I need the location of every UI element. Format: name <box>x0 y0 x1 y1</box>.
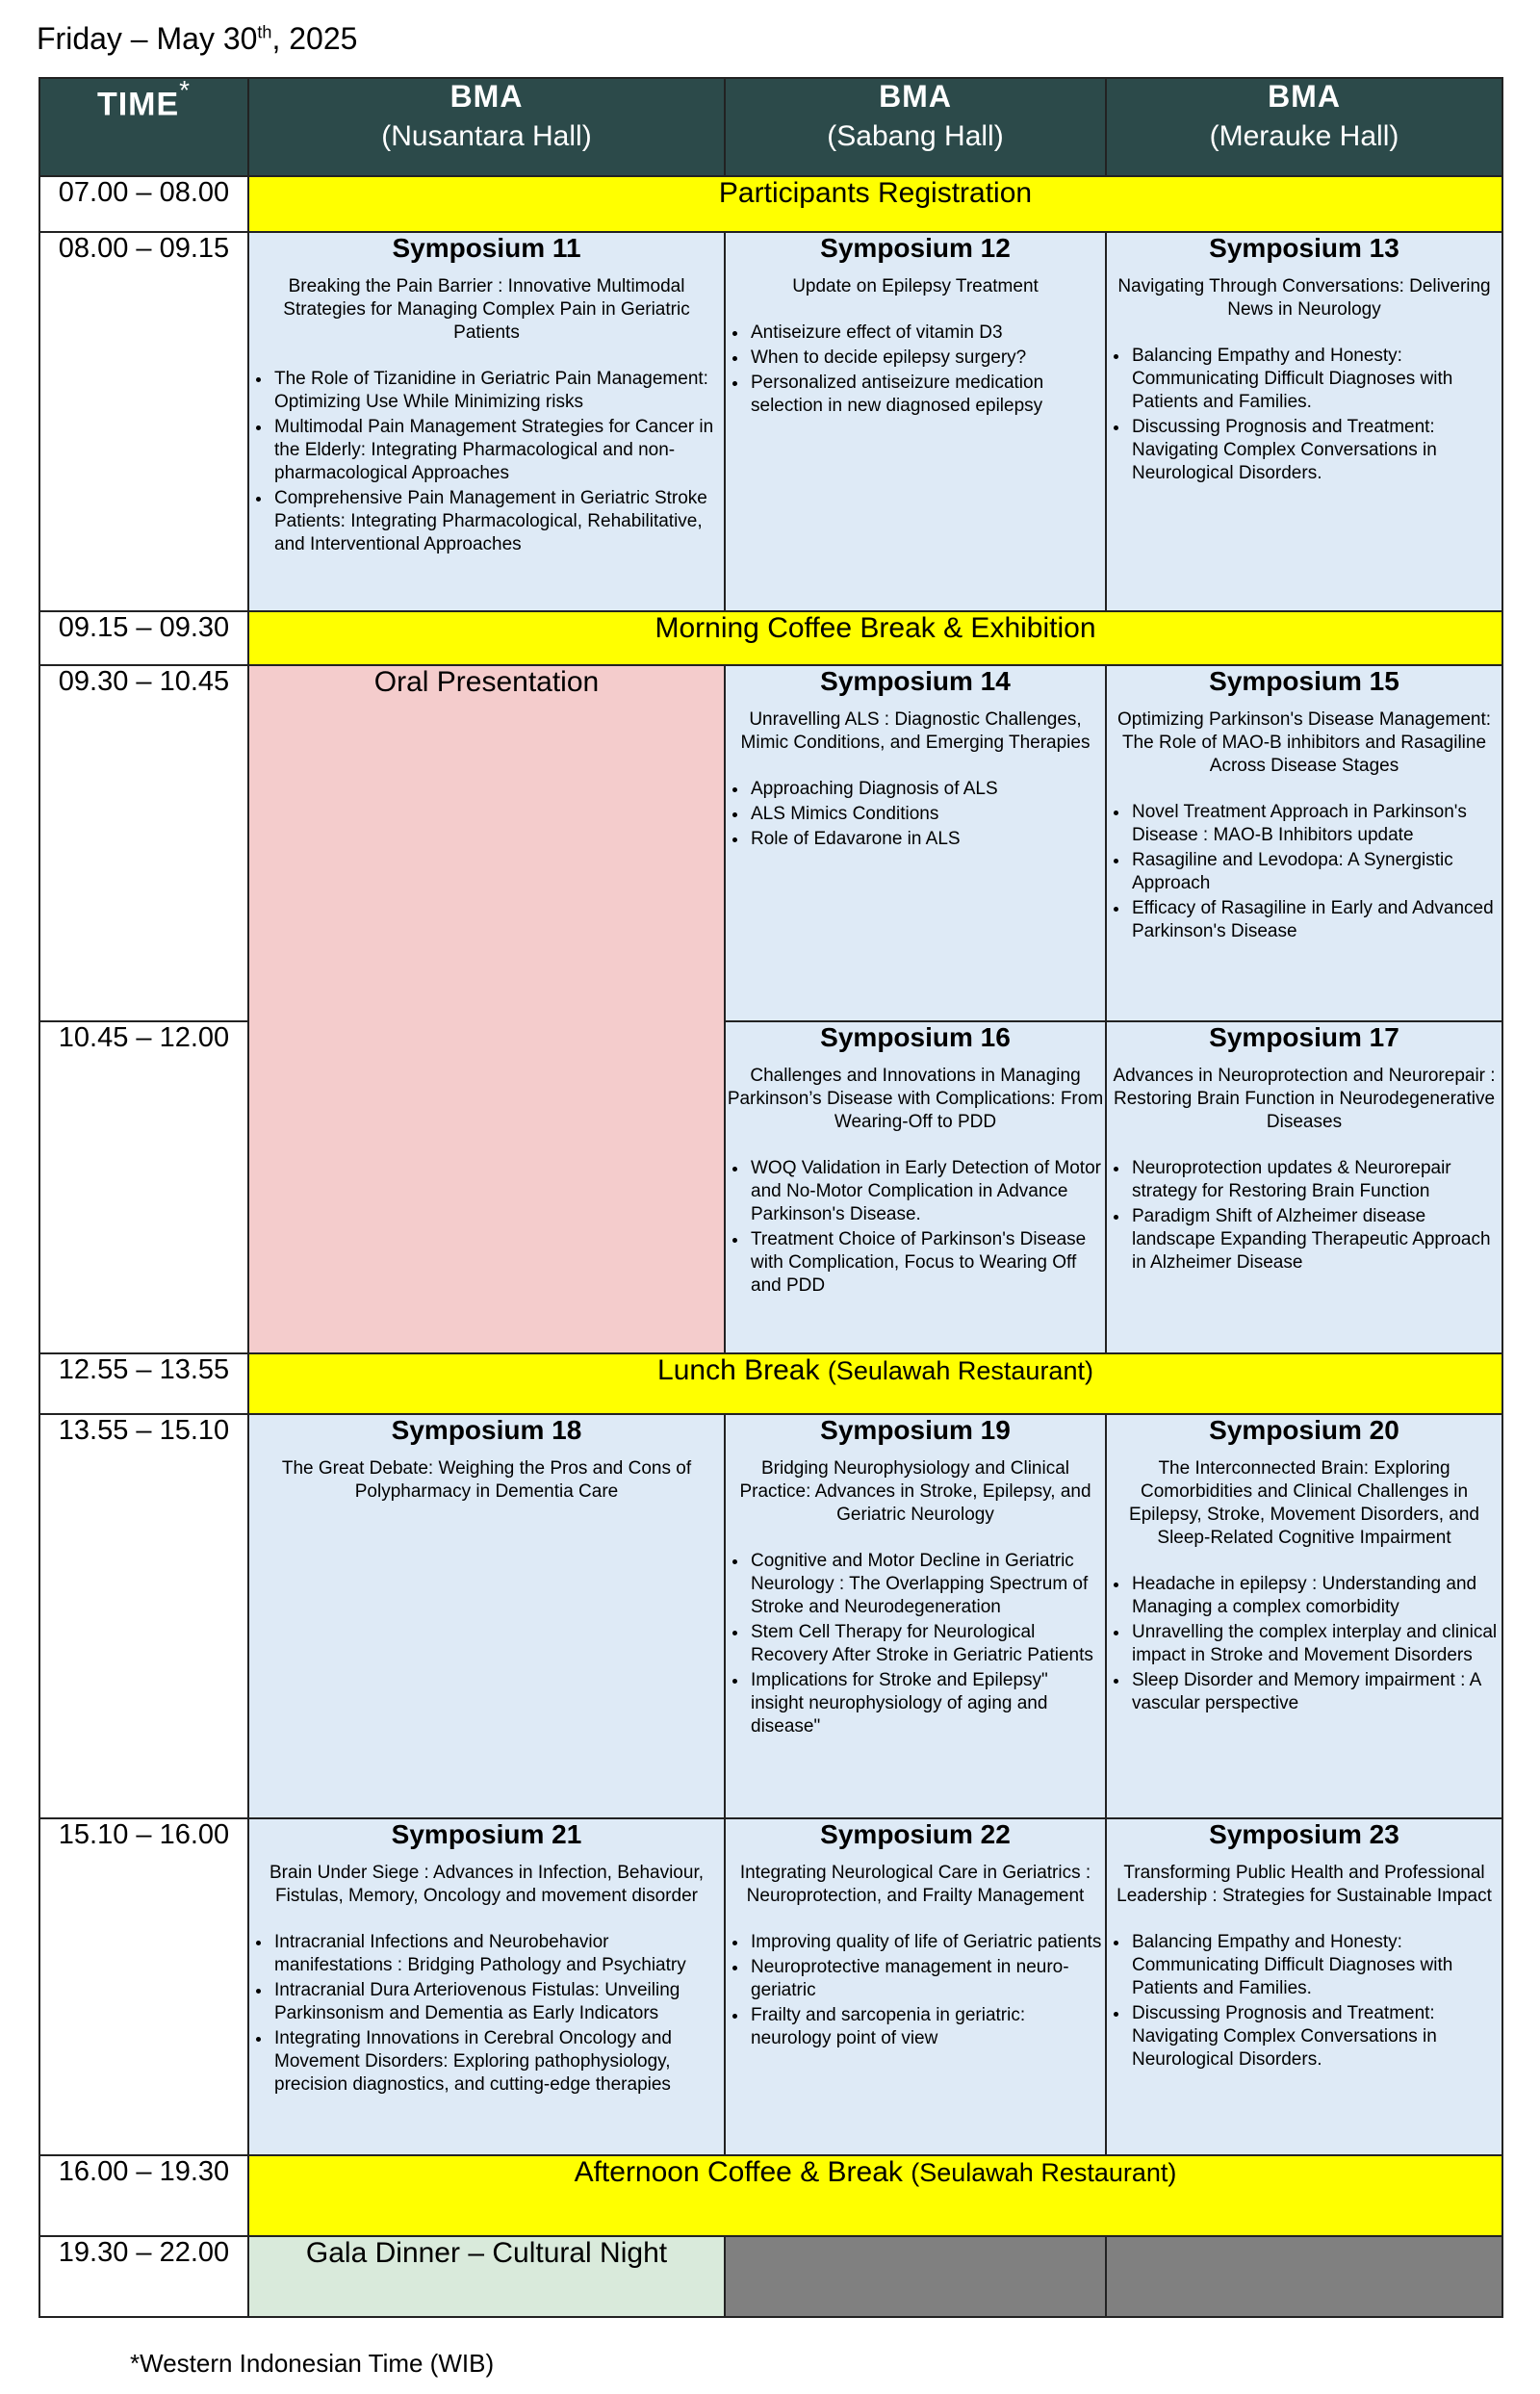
symposium-23 <box>1106 1818 1502 2155</box>
symposium-16 <box>725 1021 1106 1353</box>
date-year: , 2025 <box>271 21 358 56</box>
symposium-theme: Challenges and Innovations in Managing Parkinson’s Disease with Complications: From Wearing-Off to PDD <box>727 1066 1104 1132</box>
topic-item: • Integrating Innovations in Cerebral Oncology and Movement Disorders: Exploring pathophysiology, precision diagnostics, and cutting-edge therapies <box>272 2027 724 2097</box>
topic-item: • Rasagiline and Levodopa: A Synergistic Approach <box>1130 849 1502 895</box>
topic-item: • Discussing Prognosis and Treatment: Navigating Complex Conversations in Neurological Disorders. <box>1130 2002 1502 2072</box>
date-suffix: th <box>257 22 272 42</box>
topic-list <box>1107 801 1502 943</box>
topic-item: • Intracranial Infections and Neurobehavior manifestations : Bridging Pathology and Psychiatry <box>272 1931 724 1977</box>
symposium-theme: Bridging Neurophysiology and Clinical Practice: Advances in Stroke, Epilepsy, and Geriatric Neurology <box>739 1458 1091 1525</box>
symposium-title: Symposium 18 <box>391 1415 582 1445</box>
symposium-theme: Navigating Through Conversations: Delivering News in Neurology <box>1117 276 1491 320</box>
topic-list <box>1107 1931 1502 2072</box>
hall-name: BMA <box>449 79 524 114</box>
schedule-date <box>37 21 357 57</box>
symposium-13 <box>1106 232 1502 611</box>
symposium-title: Symposium 17 <box>1209 1022 1399 1052</box>
hall-name: BMA <box>879 79 952 114</box>
afternoon-label: Afternoon Coffee & Break <box>574 2156 903 2188</box>
topic-item: • Comprehensive Pain Management in Geriatric Stroke Patients: Integrating Pharmacological, Rehabilitative, and Interventional Approaches <box>272 487 724 556</box>
topic-list <box>726 1157 1105 1298</box>
topic-item: • Improving quality of life of Geriatric patients <box>749 1931 1105 1954</box>
symposium-title: Symposium 13 <box>1209 233 1399 263</box>
topic-list <box>726 778 1105 851</box>
topic-item: • Antiseizure effect of vitamin D3 <box>749 322 1105 345</box>
lunch-venue: (Seulawah Restaurant) <box>827 1356 1093 1385</box>
topic-item: • Personalized antiseizure medication selection in new diagnosed epilepsy <box>749 372 1105 418</box>
topic-list <box>249 368 724 556</box>
coffee-break-cell: Morning Coffee Break & Exhibition <box>248 611 1502 665</box>
date-text: Friday – May 30 <box>37 21 258 56</box>
row-1510 <box>39 1818 1502 2155</box>
hall-sub: (Merauke Hall) <box>1209 120 1399 152</box>
topic-item: • Balancing Empathy and Honesty: Communicating Difficult Diagnoses with Patients and Families. <box>1130 345 1502 414</box>
oral-presentation-cell: Oral Presentation <box>248 665 725 1353</box>
symposium-title: Symposium 15 <box>1209 666 1399 696</box>
row-gala-dinner <box>39 2236 1502 2317</box>
hall-name: BMA <box>1268 79 1341 114</box>
time-cell: 13.55 – 15.10 <box>39 1414 248 1818</box>
topic-list <box>726 1931 1105 2050</box>
empty-cell <box>725 2236 1106 2317</box>
topic-item: • Paradigm Shift of Alzheimer disease landscape Expanding Therapeutic Approach in Alzheimer Disease <box>1130 1205 1502 1274</box>
symposium-title: Symposium 14 <box>820 666 1011 696</box>
header-row <box>39 78 1502 176</box>
footnote: *Western Indonesian Time (WIB) <box>130 2349 495 2378</box>
symposium-title: Symposium 12 <box>820 233 1011 263</box>
symposium-18 <box>248 1414 725 1818</box>
topic-item: • Cognitive and Motor Decline in Geriatric Neurology : The Overlapping Spectrum of Stroke and Neurodegeneration <box>749 1550 1105 1619</box>
symposium-theme: Unravelling ALS : Diagnostic Challenges, Mimic Conditions, and Emerging Therapies <box>740 709 1091 753</box>
symposium-theme: Optimizing Parkinson's Disease Management: The Role of MAO-B inhibitors and Rasagiline Across Disease Stages <box>1116 709 1492 776</box>
topic-item: • Novel Treatment Approach in Parkinson's Disease : MAO-B Inhibitors update <box>1130 801 1502 847</box>
row-coffee-break <box>39 611 1502 665</box>
topic-item: • Headache in epilepsy : Understanding and Managing a complex comorbidity <box>1130 1573 1502 1619</box>
symposium-11 <box>248 232 725 611</box>
hall-sub: (Nusantara Hall) <box>381 120 592 152</box>
topic-item: • Neuroprotection updates & Neurorepair strategy for Restoring Brain Function <box>1130 1157 1502 1203</box>
symposium-theme: Advances in Neuroprotection and Neurorepair : Restoring Brain Function in Neurodegenerative Diseases <box>1113 1066 1496 1132</box>
time-cell: 09.15 – 09.30 <box>39 611 248 665</box>
topic-item: • When to decide epilepsy surgery? <box>749 347 1105 370</box>
topic-item: • Stem Cell Therapy for Neurological Recovery After Stroke in Geriatric Patients <box>749 1621 1105 1667</box>
topic-item: • Implications for Stroke and Epilepsy" insight neurophysiology of aging and disease" <box>749 1669 1105 1738</box>
row-afternoon-break <box>39 2155 1502 2236</box>
topic-item: • Balancing Empathy and Honesty: Communicating Difficult Diagnoses with Patients and Families. <box>1130 1931 1502 2000</box>
symposium-title: Symposium 16 <box>820 1022 1011 1052</box>
symposium-14 <box>725 665 1106 1021</box>
afternoon-venue: (Seulawah Restaurant) <box>911 2158 1177 2187</box>
symposium-15 <box>1106 665 1502 1021</box>
symposium-title: Symposium 19 <box>820 1415 1011 1445</box>
row-1355 <box>39 1414 1502 1818</box>
topic-item: • Intracranial Dura Arteriovenous Fistulas: Unveiling Parkinsonism and Dementia as Early Indicators <box>272 1979 724 2025</box>
topic-list <box>1107 345 1502 485</box>
hall-header-sabang <box>725 78 1106 176</box>
topic-item: • Neuroprotective management in neuro-geriatric <box>749 1956 1105 2002</box>
symposium-title: Symposium 21 <box>391 1819 582 1849</box>
topic-item: • Multimodal Pain Management Strategies for Cancer in the Elderly: Integrating Pharmacological and non-pharmacological Approaches <box>272 416 724 485</box>
time-cell: 07.00 – 08.00 <box>39 176 248 232</box>
time-header <box>39 75 248 176</box>
time-cell: 12.55 – 13.55 <box>39 1353 248 1414</box>
topic-item: • Efficacy of Rasagiline in Early and Advanced Parkinson's Disease <box>1130 897 1502 943</box>
time-header-label: TIME <box>96 86 180 123</box>
symposium-theme: Integrating Neurological Care in Geriatrics : Neuroprotection, and Frailty Management <box>739 1863 1091 1906</box>
symposium-theme: Transforming Public Health and Professional Leadership : Strategies for Sustainable Impact <box>1116 1863 1492 1906</box>
hall-sub: (Sabang Hall) <box>827 120 1004 152</box>
symposium-20 <box>1106 1414 1502 1818</box>
topic-item: • Discussing Prognosis and Treatment: Navigating Complex Conversations in Neurological Disorders. <box>1130 416 1502 485</box>
symposium-title: Symposium 22 <box>820 1819 1011 1849</box>
row-registration <box>39 176 1502 232</box>
symposium-title: Symposium 23 <box>1209 1819 1399 1849</box>
time-cell: 08.00 – 09.15 <box>39 232 248 611</box>
hall-header-nusantara <box>248 78 725 176</box>
symposium-21 <box>248 1818 725 2155</box>
gala-dinner-cell: Gala Dinner – Cultural Night <box>248 2236 725 2317</box>
topic-item: • Sleep Disorder and Memory impairment : A vascular perspective <box>1130 1669 1502 1715</box>
lunch-break-cell <box>248 1353 1502 1414</box>
topic-list <box>1107 1157 1502 1274</box>
empty-cell <box>1106 2236 1502 2317</box>
symposium-theme: Breaking the Pain Barrier : Innovative Multimodal Strategies for Managing Complex Pain in Geriatric Patients <box>283 276 690 343</box>
schedule-table <box>38 77 1503 2318</box>
symposium-title: Symposium 20 <box>1209 1415 1399 1445</box>
afternoon-break-cell <box>248 2155 1502 2236</box>
topic-item: • The Role of Tizanidine in Geriatric Pain Management: Optimizing Use While Minimizing risks <box>272 368 724 414</box>
topic-item: • Approaching Diagnosis of ALS <box>749 778 1105 801</box>
time-footnote-mark: * <box>179 75 192 105</box>
registration-cell: Participants Registration <box>248 176 1502 232</box>
topic-item: • Treatment Choice of Parkinson's Disease with Complication, Focus to Wearing Off and PDD <box>749 1228 1105 1298</box>
lunch-label: Lunch Break <box>657 1354 820 1386</box>
topic-item: • Role of Edavarone in ALS <box>749 828 1105 851</box>
row-0800 <box>39 232 1502 611</box>
hall-header-merauke <box>1106 78 1502 176</box>
symposium-theme: The Interconnected Brain: Exploring Comorbidities and Clinical Challenges in Epilepsy, Stroke, Movement Disorders, and Sleep-Related Cognitive Impairment <box>1129 1458 1479 1548</box>
time-cell: 10.45 – 12.00 <box>39 1021 248 1353</box>
topic-list <box>1107 1573 1502 1715</box>
row-lunch-break <box>39 1353 1502 1414</box>
symposium-theme: The Great Debate: Weighing the Pros and Cons of Polypharmacy in Dementia Care <box>281 1458 692 1502</box>
topic-item: • Unravelling the complex interplay and clinical impact in Stroke and Movement Disorders <box>1130 1621 1502 1667</box>
time-cell: 15.10 – 16.00 <box>39 1818 248 2155</box>
time-cell: 09.30 – 10.45 <box>39 665 248 1021</box>
topic-item: • Frailty and sarcopenia in geriatric: neurology point of view <box>749 2004 1105 2050</box>
symposium-theme: Brain Under Siege : Advances in Infection, Behaviour, Fistulas, Memory, Oncology and movement disorder <box>270 1863 704 1906</box>
symposium-19 <box>725 1414 1106 1818</box>
time-cell: 16.00 – 19.30 <box>39 2155 248 2236</box>
symposium-theme: Update on Epilepsy Treatment <box>792 276 1039 296</box>
time-cell: 19.30 – 22.00 <box>39 2236 248 2317</box>
symposium-title: Symposium 11 <box>392 233 581 263</box>
row-0930 <box>39 665 1502 1021</box>
topic-item: • WOQ Validation in Early Detection of Motor and No-Motor Complication in Advance Parkinson's Disease. <box>749 1157 1105 1226</box>
topic-list <box>726 322 1105 418</box>
symposium-17 <box>1106 1021 1502 1353</box>
topic-list <box>249 1931 724 2097</box>
symposium-22 <box>725 1818 1106 2155</box>
symposium-12 <box>725 232 1106 611</box>
topic-list <box>726 1550 1105 1738</box>
topic-item: • ALS Mimics Conditions <box>749 803 1105 826</box>
